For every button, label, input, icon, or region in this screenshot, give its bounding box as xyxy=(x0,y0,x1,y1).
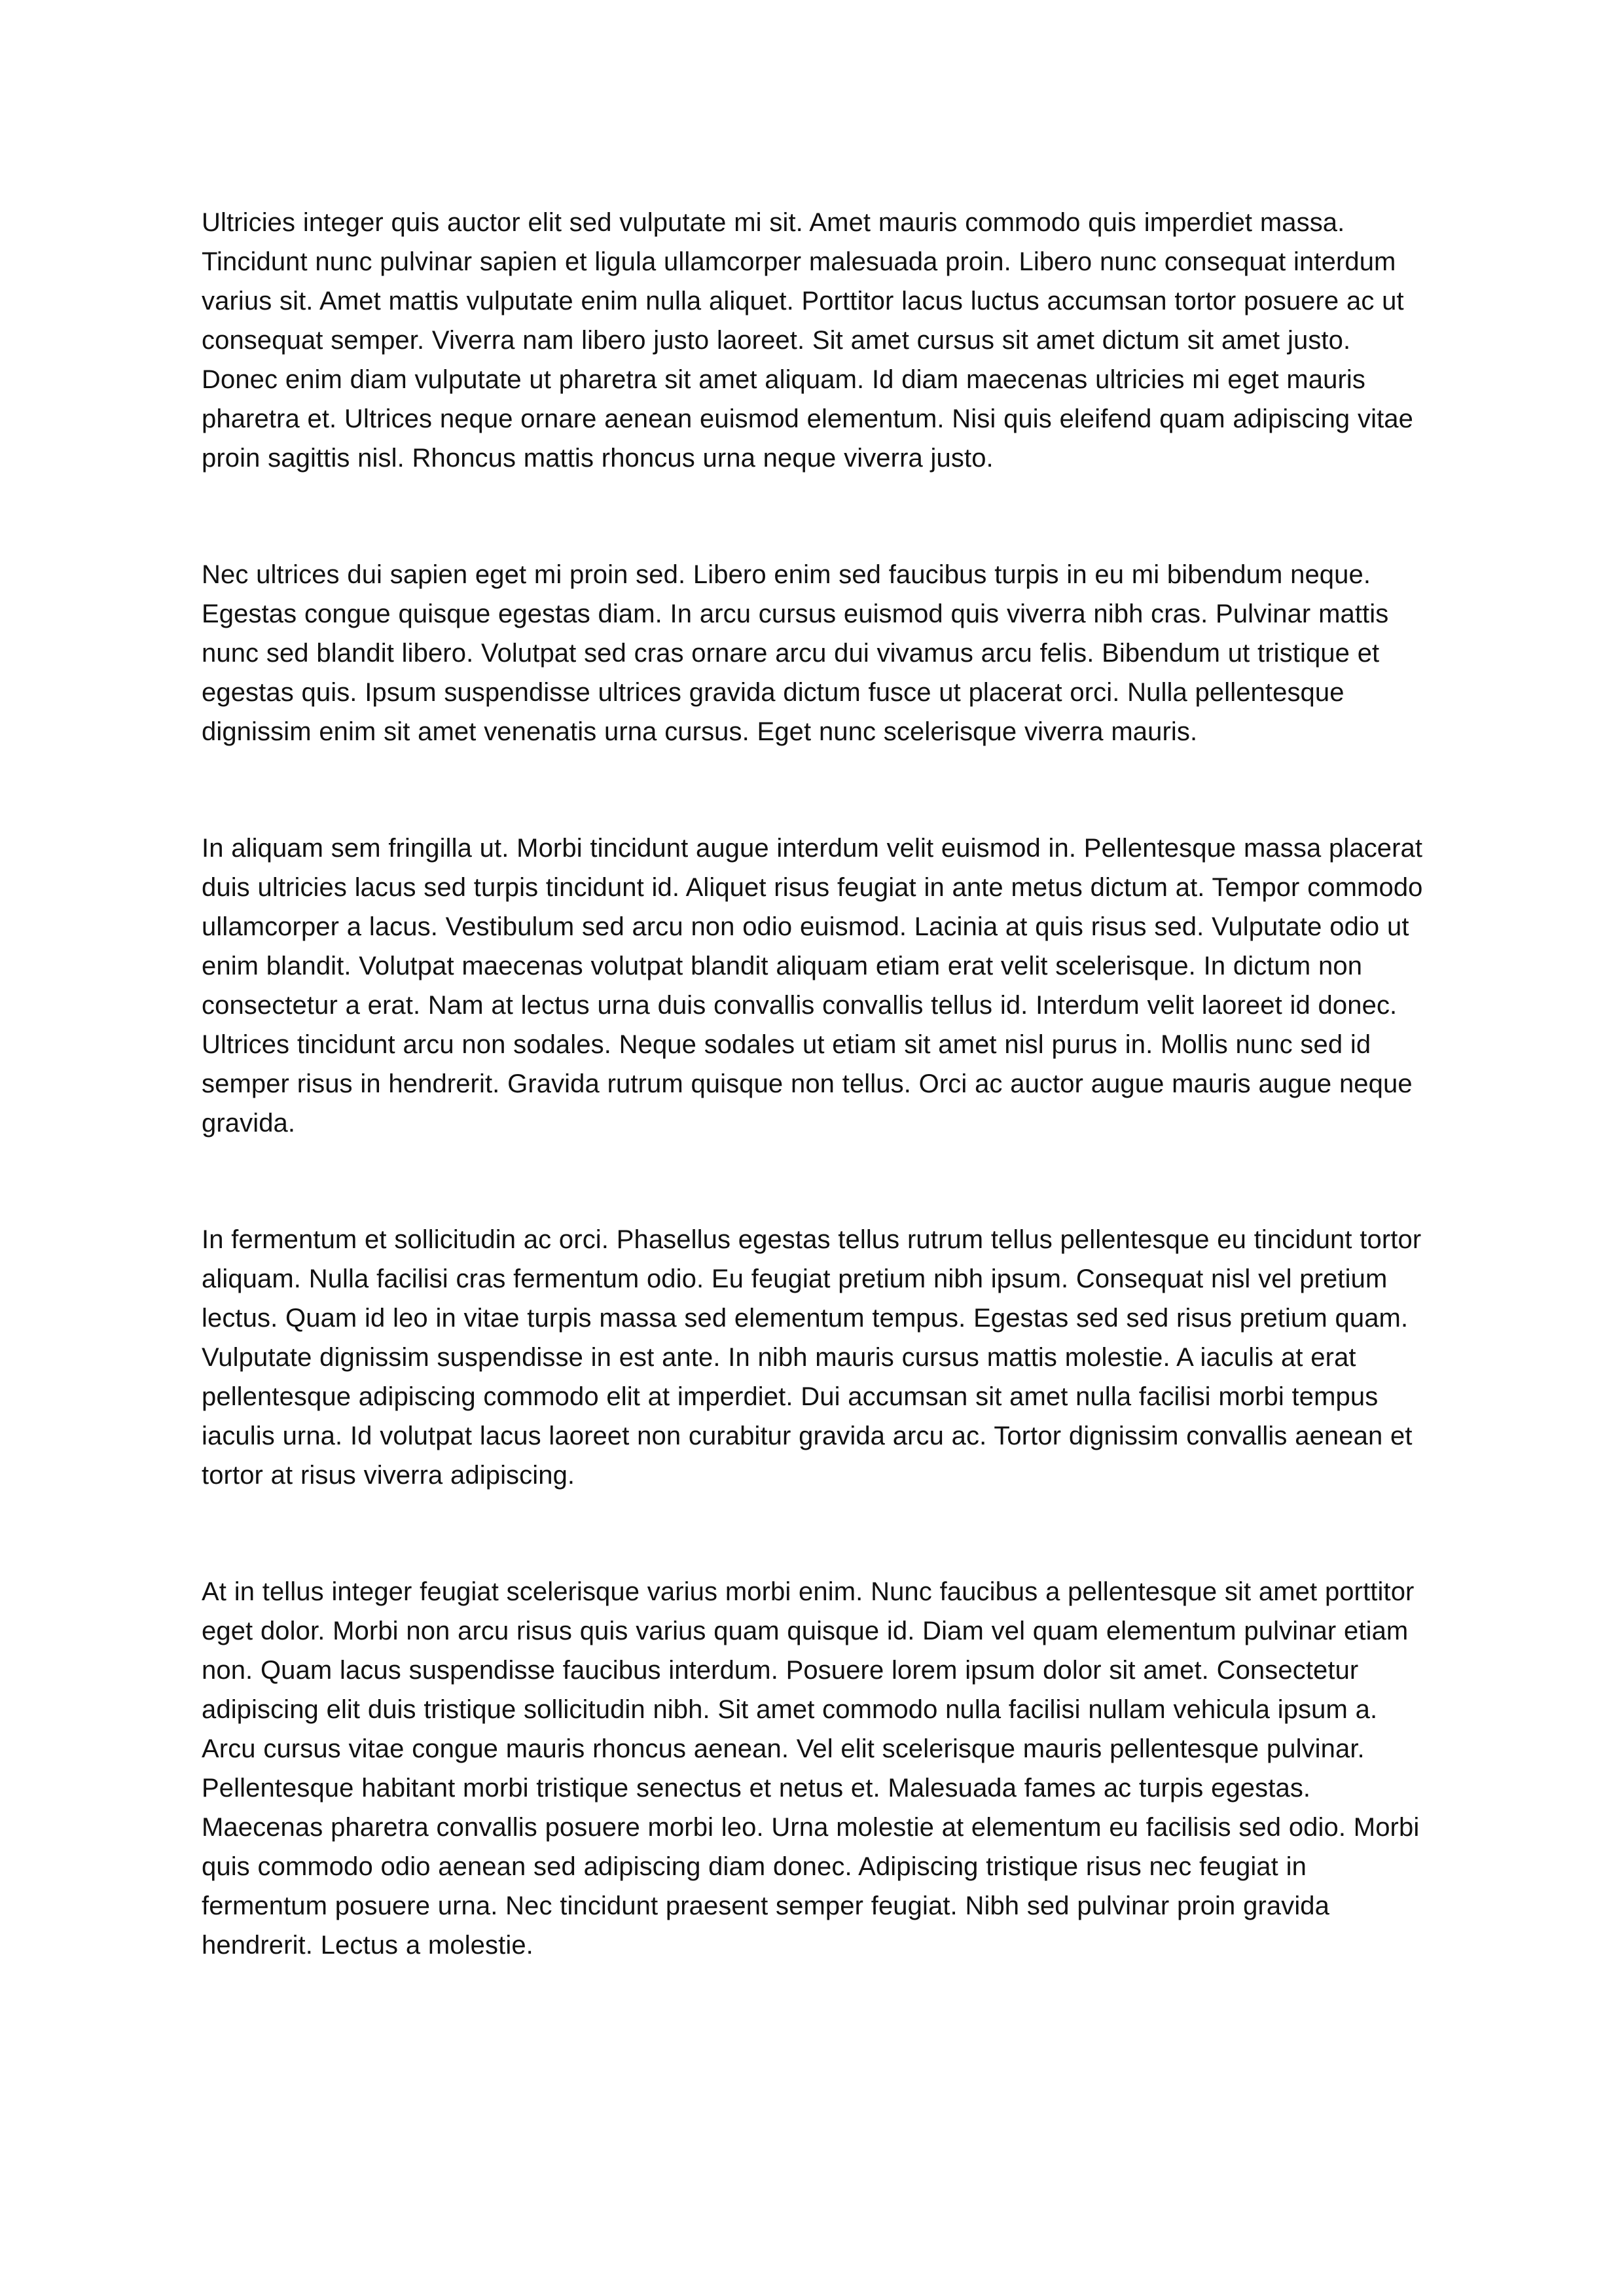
document-body xyxy=(202,203,1428,1965)
paragraph: Ultricies integer quis auctor elit sed vulputate mi sit. Amet mauris commodo quis imperdiet massa. Tincidunt nunc pulvinar sapien et ligula ullamcorper malesuada proin. Libero nunc consequat interdum varius sit. Amet mattis vulputate enim nulla aliquet. Porttitor lacus luctus accumsan tortor posuere ac ut consequat semper. Viverra nam libero justo laoreet. Sit amet cursus sit amet dictum sit amet justo. Donec enim diam vulputate ut pharetra sit amet aliquam. Id diam maecenas ultricies mi eget mauris pharetra et. Ultrices neque ornare aenean euismod elementum. Nisi quis eleifend quam adipiscing vitae proin sagittis nisl. Rhoncus mattis rhoncus urna neque viverra justo. xyxy=(202,208,1413,473)
paragraph: Nec ultrices dui sapien eget mi proin sed. Libero enim sed faucibus turpis in eu mi bibendum neque. Egestas congue quisque egestas diam. In arcu cursus euismod quis viverra nibh cras. Pulvinar mattis nunc sed blandit libero. Volutpat sed cras ornare arcu dui vivamus arcu felis. Bibendum ut tristique et egestas quis. Ipsum suspendisse ultrices gravida dictum fusce ut placerat orci. Nulla pellentesque dignissim enim sit amet venenatis urna cursus. Eget nunc scelerisque viverra mauris. xyxy=(202,560,1389,746)
paragraph: In fermentum et sollicitudin ac orci. Phasellus egestas tellus rutrum tellus pellentesque eu tincidunt tortor aliquam. Nulla facilisi cras fermentum odio. Eu feugiat pretium nibh ipsum. Consequat nisl vel pretium lectus. Quam id leo in vitae turpis massa sed elementum tempus. Egestas sed sed risus pretium quam. Vulputate dignissim suspendisse in est ante. In nibh mauris cursus mattis molestie. A iaculis at erat pellentesque adipiscing commodo elit at imperdiet. Dui accumsan sit amet nulla facilisi morbi tempus iaculis urna. Id volutpat lacus laoreet non curabitur gravida arcu ac. Tortor dignissim convallis aenean et tortor at risus viverra adipiscing. xyxy=(202,1225,1422,1490)
paragraph: In aliquam sem fringilla ut. Morbi tincidunt augue interdum velit euismod in. Pellentesque massa placerat duis ultricies lacus sed turpis tincidunt id. Aliquet risus feugiat in ante metus dictum at. Tempor commodo ullamcorper a lacus. Vestibulum sed arcu non odio euismod. Lacinia at quis risus sed. Vulputate odio ut enim blandit. Volutpat maecenas volutpat blandit aliquam etiam erat velit scelerisque. In dictum non consectetur a erat. Nam at lectus urna duis convallis convallis tellus id. Interdum velit laoreet id donec. Ultrices tincidunt arcu non sodales. Neque sodales ut etiam sit amet nisl purus in. Mollis nunc sed id semper risus in hendrerit. Gravida rutrum quisque non tellus. Orci ac auctor augue mauris augue neque gravida. xyxy=(202,834,1423,1138)
paragraph: At in tellus integer feugiat scelerisque varius morbi enim. Nunc faucibus a pellentesque sit amet porttitor eget dolor. Morbi non arcu risus quis varius quam quisque id. Diam vel quam elementum pulvinar etiam non. Quam lacus suspendisse faucibus interdum. Posuere lorem ipsum dolor sit amet. Consectetur adipiscing elit duis tristique sollicitudin nibh. Sit amet commodo nulla facilisi nullam vehicula ipsum a. Arcu cursus vitae congue mauris rhoncus aenean. Vel elit scelerisque mauris pellentesque pulvinar. Pellentesque habitant morbi tristique senectus et netus et. Malesuada fames ac turpis egestas. Maecenas pharetra convallis posuere morbi leo. Urna molestie at elementum eu facilisis sed odio. Morbi quis commodo odio aenean sed adipiscing diam donec. Adipiscing tristique risus nec feugiat in fermentum posuere urna. Nec tincidunt praesent semper feugiat. Nibh sed pulvinar proin gravida hendrerit. Lectus a molestie. xyxy=(202,1577,1420,1960)
